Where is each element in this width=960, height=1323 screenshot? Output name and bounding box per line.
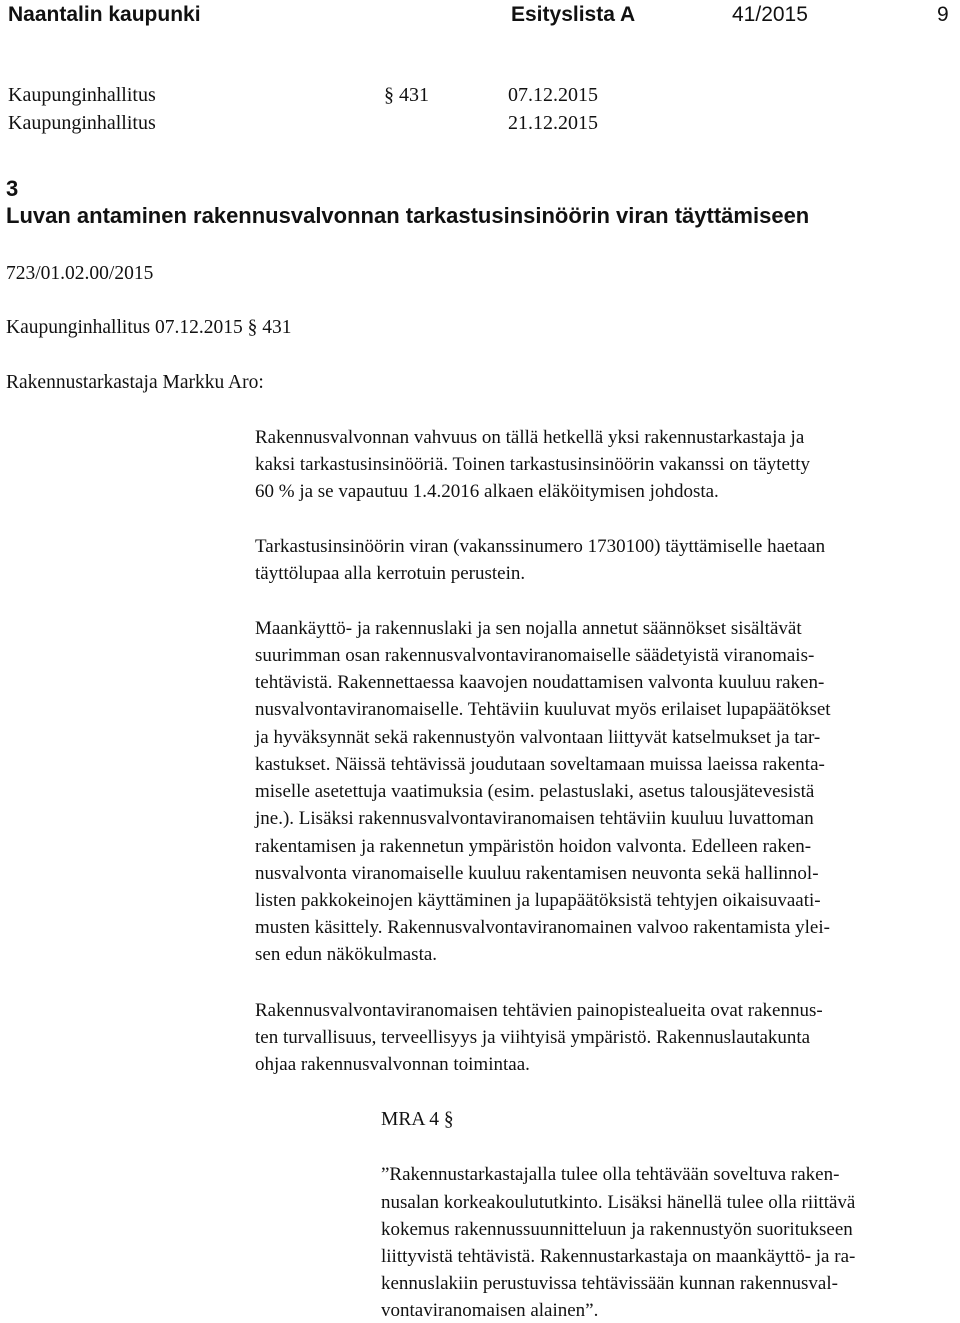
body-text-line: Maankäyttö- ja rakennuslaki ja sen nojalla annetut säännökset sisältävät bbox=[255, 618, 802, 639]
agenda-title: Esityslista A bbox=[511, 3, 636, 26]
body-text-line: ten turvallisuus, terveellisyys ja viihtyisä ympäristö. Rakennuslautakunta bbox=[255, 1027, 811, 1048]
meeting-date: 21.12.2015 bbox=[508, 112, 598, 134]
body-text-line: jne.). Lisäksi rakennusvalvontaviranomaisen tehtäviin kuuluu luvattoman bbox=[255, 808, 814, 829]
body-text-line: nusvalvontaviranomaiselle. Tehtäviin kuuluvat myös erilaiset lupapäätökset bbox=[255, 699, 831, 720]
meeting-section: § 431 bbox=[384, 84, 429, 106]
body-text-line: rakentamisen ja rakennetun ympäristön hoidon valvonta. Edelleen raken- bbox=[255, 836, 812, 857]
body-text-line: täyttölupaa alla kerrotuin perustein. bbox=[255, 563, 526, 584]
citation-line: kennuslakiin perustuvissa tehtävissään kunnan rakennusval- bbox=[381, 1273, 838, 1294]
organization-name: Naantalin kaupunki bbox=[8, 3, 201, 26]
body-text-line: Rakennusvalvontaviranomaisen tehtävien painopistealueita ovat rakennus- bbox=[255, 1000, 823, 1021]
citation-line: kokemus rakennussuunnitteluun ja rakennustyön suoritukseen bbox=[381, 1219, 853, 1240]
agenda-number: 41/2015 bbox=[732, 3, 808, 26]
body-text-line: ja hyväksynnät sekä rakennustyön valvontaan liittyvät katselmukset ja tar- bbox=[255, 727, 821, 748]
item-number: 3 bbox=[6, 176, 19, 201]
body-text-line: miselle asetettuja vaatimuksia (esim. pelastuslaki, asetus talousjätevesistä bbox=[255, 781, 815, 802]
record-id: 723/01.02.00/2015 bbox=[6, 263, 154, 284]
citation-line: vontaviranomaisen alainen”. bbox=[381, 1300, 599, 1321]
meeting-date: 07.12.2015 bbox=[508, 84, 598, 106]
body-text-line: Tarkastusinsinöörin viran (vakanssinumero 1730100) täyttämiselle haetaan bbox=[255, 536, 826, 557]
body-text-line: Rakennusvalvonnan vahvuus on tällä hetkellä yksi rakennustarkastaja ja bbox=[255, 427, 805, 448]
body-text-line: sen edun näkökulmasta. bbox=[255, 944, 438, 965]
citation-line: ”Rakennustarkastajalla tulee olla tehtävään soveltuva raken- bbox=[381, 1164, 840, 1185]
item-title: Luvan antaminen rakennusvalvonnan tarkastusinsinöörin viran täyttämiseen bbox=[6, 203, 810, 228]
body-text-line: tehtävistä. Rakennettaessa kaavojen noudattamisen valvonta kuuluu raken- bbox=[255, 672, 825, 693]
presenter: Rakennustarkastaja Markku Aro: bbox=[6, 372, 264, 393]
body-text-line: musten käsittely. Rakennusvalvontaviranomainen valvoo rakentamista ylei- bbox=[255, 917, 830, 938]
body-text-line: nusvalvonta viranomaiselle kuuluu rakentamisen neuvonta sekä hallinnol- bbox=[255, 863, 819, 884]
citation-line: nusalan korkeakoulututkinto. Lisäksi hänellä tulee olla riittävä bbox=[381, 1192, 856, 1213]
body-text-line: suurimman osan rakennusvalvontaviranomaiselle säädetyistä viranomais- bbox=[255, 645, 815, 666]
citation-line: liittyvistä tehtävistä. Rakennustarkastaja on maankäyttö- ja ra- bbox=[381, 1246, 856, 1267]
meeting-reference: Kaupunginhallitus 07.12.2015 § 431 bbox=[6, 317, 292, 338]
body-text-line: listen pakkokeinojen käyttäminen ja lupapäätöksistä tehtyjen oikaisuvaati- bbox=[255, 890, 821, 911]
meeting-body: Kaupunginhallitus bbox=[8, 84, 156, 106]
meeting-body: Kaupunginhallitus bbox=[8, 112, 156, 134]
body-text-line: 60 % ja se vapautuu 1.4.2016 alkaen eläköitymisen johdosta. bbox=[255, 481, 719, 502]
page-number: 9 bbox=[937, 3, 949, 26]
citation-heading: MRA 4 § bbox=[381, 1109, 454, 1130]
body-text-line: ohjaa rakennusvalvonnan toimintaa. bbox=[255, 1054, 530, 1075]
body-text-line: kastukset. Näissä tehtävissä joudutaan soveltamaan muissa laeissa rakenta- bbox=[255, 754, 825, 775]
body-text-line: kaksi tarkastusinsinööriä. Toinen tarkastusinsinöörin vakanssi on täytetty bbox=[255, 454, 811, 475]
